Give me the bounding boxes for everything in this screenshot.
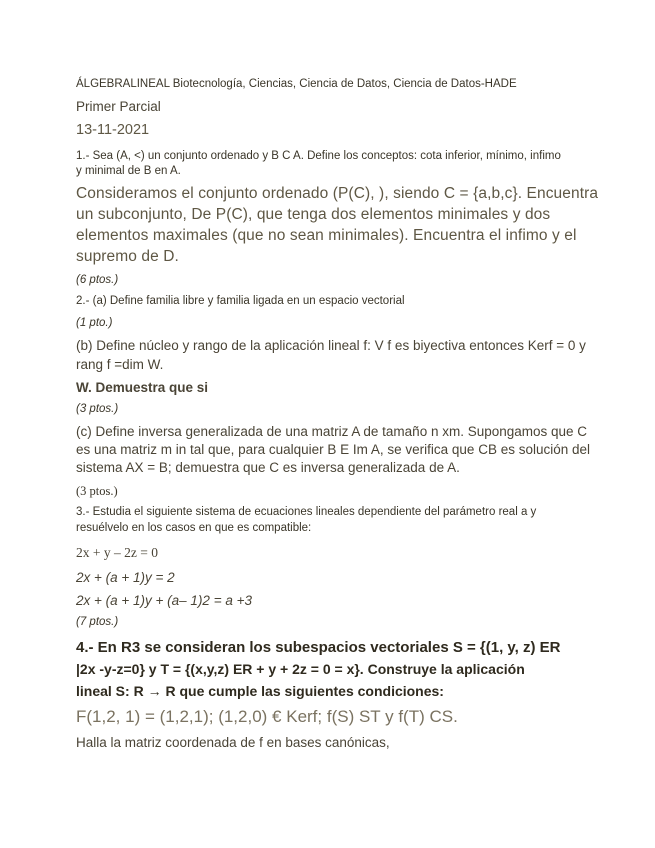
q2-points-c: (3 ptos.) (76, 484, 118, 498)
q1-task-line-3: elementos maximales (que no sean minimales). Encuentra el infimo y el (76, 227, 577, 244)
q3-equation-1: 2x + y – 2z = 0 (76, 545, 158, 560)
q4-task: Halla la matriz coordenada de f en bases canónicas, (76, 735, 390, 750)
q1-statement-line-1: 1.- Sea (A, <) un conjunto ordenado y B C A. Define los conceptos: cota inferior, mínimo, infimo (76, 150, 561, 162)
q1-statement-line-2: y minimal de B en A. (76, 165, 181, 177)
q1-task-line-4: supremo de D. (76, 248, 179, 265)
q3-statement-line-1: 3.- Estudia el siguiente sistema de ecuaciones lineales dependiente del parámetro real a y (76, 506, 537, 518)
q2-part-c-line-1: (c) Define inversa generalizada de una matriz A de tamaño n xm. Supongamos que C (76, 424, 588, 439)
q1-points: (6 ptos.) (76, 274, 119, 286)
q2-part-c-line-2: es una matriz m in tal que, para cualquier B E Im A, se verifica que CB es solución del (76, 442, 591, 457)
q2-part-c-line-3: sistema AX = B; demuestra que C es inversa generalizada de A. (76, 460, 460, 475)
q2-part-b-line-2: rang f =dim W. (76, 357, 164, 372)
q1-task-line-2: un subconjunto, De P(C), que tenga dos elementos minimales y dos (76, 206, 551, 223)
q4-statement-line-3: lineal S: R → R que cumple las siguientes condiciones: (76, 683, 444, 699)
q3-statement-line-2: resuélvelo en los casos en que es compatible: (76, 522, 312, 534)
q3-equation-3: 2x + (a + 1)y + (a– 1)2 = a +3 (76, 593, 252, 608)
q2-part-a: 2.- (a) Define familia libre y familia ligada en un espacio vectorial (76, 295, 405, 307)
q2-part-b-line-1: (b) Define núcleo y rango de la aplicación lineal f: V f es biyectiva entonces Kerf = 0 y (76, 338, 586, 353)
q1-task-line-1: Consideramos el conjunto ordenado (P(C), ), siendo C = {a,b,c}. Encuentra (76, 185, 599, 202)
exam-date: 13-11-2021 (76, 122, 150, 138)
q2-points-b: (3 ptos.) (76, 403, 119, 415)
exam-title: Primer Parcial (76, 99, 161, 114)
q2-points-a: (1 pto.) (76, 317, 113, 329)
q3-equation-2: 2x + (a + 1)y = 2 (76, 570, 175, 585)
q2-part-b-line-3: W. Demuestra que si (76, 380, 209, 395)
q4-conditions: F(1,2, 1) = (1,2,1); (1,2,0) € Kerf; f(S) ST y f(T) CS. (76, 707, 458, 726)
q4-statement-line-2: |2x -y-z=0} y T = {(x,y,z) ER + y + 2z = 0 = x}. Construye la aplicación (76, 661, 525, 677)
course-title: ÁLGEBRALINEAL Biotecnología, Ciencias, Ciencia de Datos, Ciencia de Datos-HADE (76, 78, 517, 90)
q4-statement-line-1: 4.- En R3 se consideran los subespacios vectoriales S = {(1, y, z) ER (76, 639, 561, 656)
q3-points: (7 ptos.) (76, 616, 119, 628)
